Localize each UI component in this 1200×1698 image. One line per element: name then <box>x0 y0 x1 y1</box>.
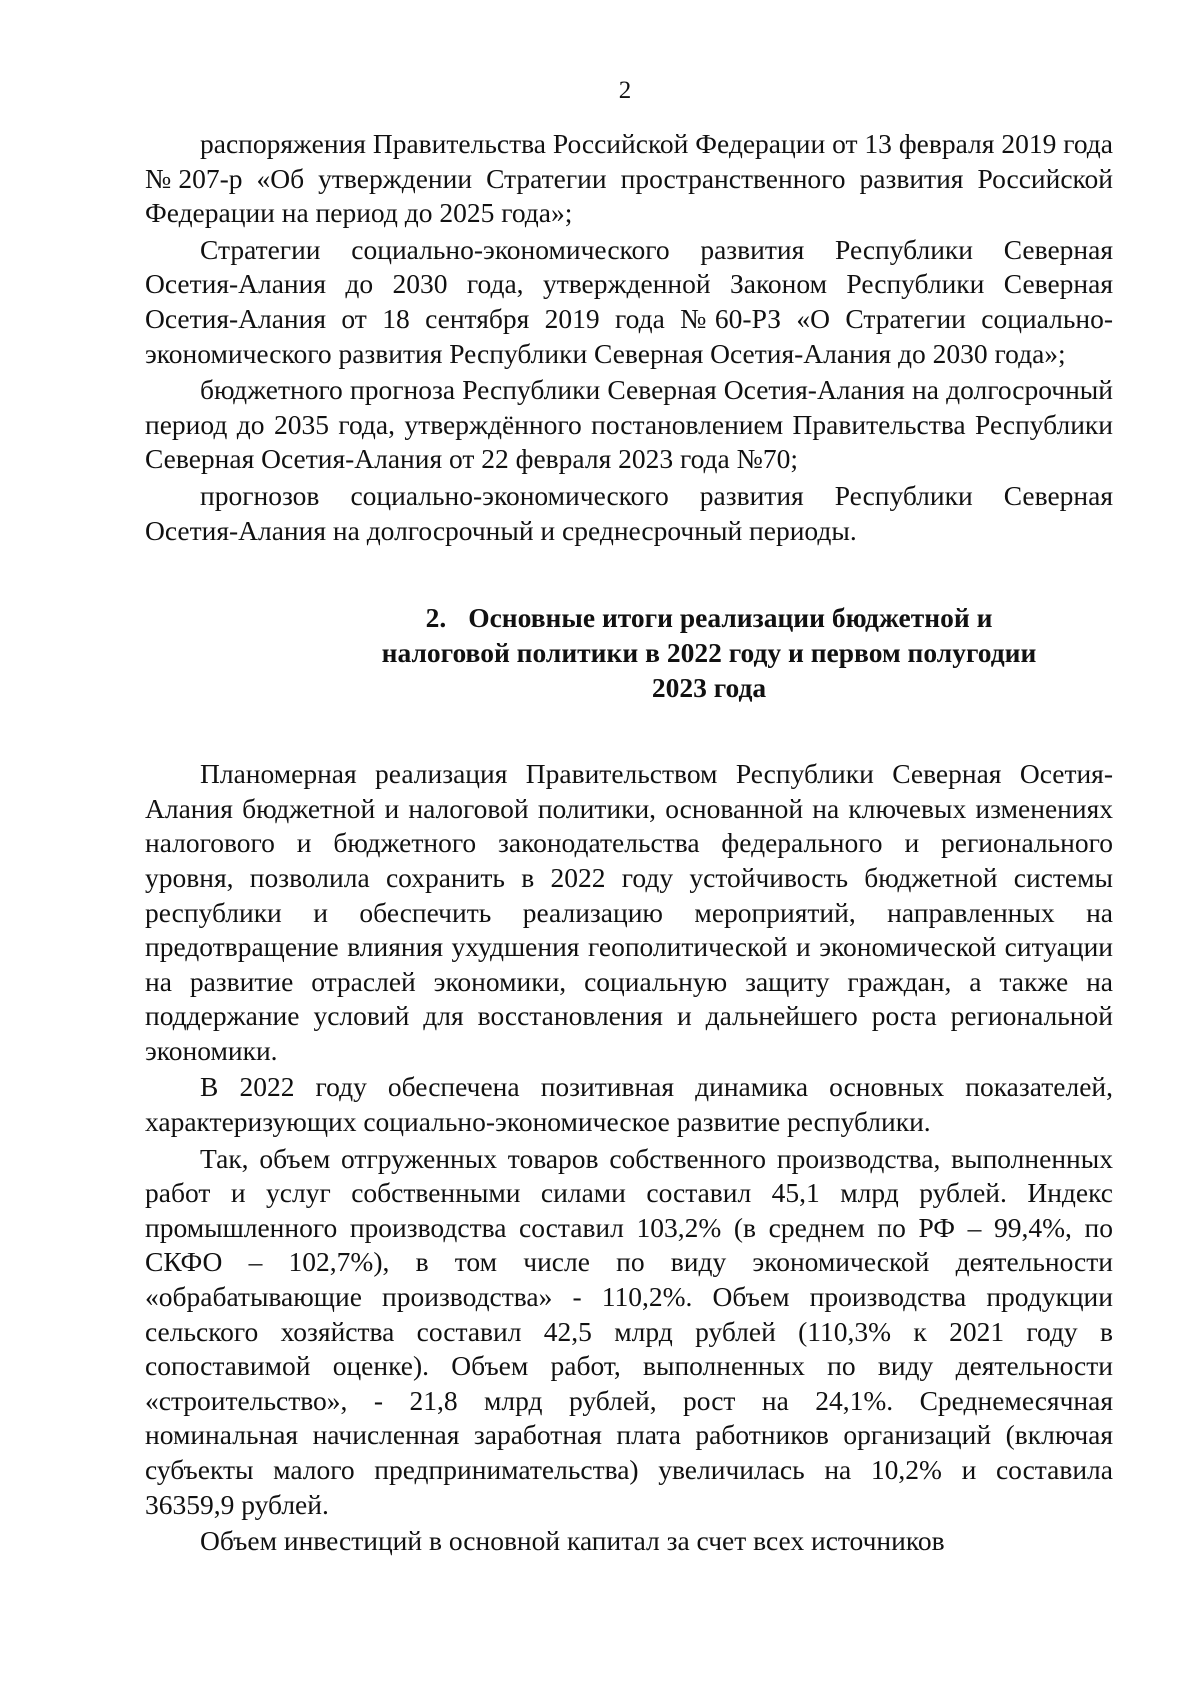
paragraph: Так, объем отгруженных товаров собственного производства, выполненных работ и услуг собственными силами составил 45,1 млрд рублей. Индекс промышленного производства составил 103,2% (в среднем по РФ – 99,4%, по СКФО – 102,7%), в том числе по виду экономической деятельности «обрабатывающие производства» - 110,2%. Объем производства продукции сельского хозяйства составил 42,5 млрд рублей (110,3% к 2021 году в сопоставимой оценке). Объем работ, выполненных по виду деятельности «строительство», - 21,8 млрд рублей, рост на 24,1%. Среднемесячная номинальная начисленная заработная плата работников организаций (включая субъекты малого предпринимательства) увеличилась на 10,2% и составила 36359,9 рублей. <box>145 1142 1113 1520</box>
section-number: 2. <box>425 602 447 634</box>
document-body <box>145 127 1113 1559</box>
paragraph: распоряжения Правительства Российской Федерации от 13 февраля 2019 года №207-р «Об утверждении Стратегии пространственного развития Российской Федерации на период до 2025 года»; <box>145 128 1113 229</box>
paragraph: Планомерная реализация Правительством Республики Северная Осетия-Алания бюджетной и налоговой политики, основанной на ключевых изменениях налогового и бюджетного законодательства федерального и регионального уровня, позволила сохранить в 2022 году устойчивость бюджетной системы республики и обеспечить реализацию мероприятий, направленных на предотвращение влияния ухудшения геополитической и экономической ситуации на развитие отраслей экономики, социальную защиту граждан, а также на поддержание условий для восстановления и дальнейшего роста региональной экономики. <box>145 758 1113 1066</box>
paragraph: бюджетного прогноза Республики Северная Осетия-Алания на долгосрочный период до 2035 года, утверждённого постановлением Правительства Республики Северная Осетия-Алания от 22 февраля 2023 года №70; <box>145 374 1113 475</box>
paragraph: В 2022 году обеспечена позитивная динамика основных показателей, характеризующих социально-экономическое развитие республики. <box>145 1071 1113 1138</box>
section-heading <box>145 600 1113 705</box>
paragraph: прогнозов социально-экономического развития Республики Северная Осетия-Алания на долгосрочный и среднесрочный периоды. <box>145 479 1113 546</box>
section-title: Основные итоги реализации бюджетной и налоговой политики в 2022 году и первом полугодии 2023 года <box>381 602 1037 704</box>
page-number: 2 <box>618 77 632 104</box>
paragraph: Стратегии социально-экономического развития Республики Северная Осетия-Алания до 2030 года, утвержденной Законом Республики Северная Осетия-Алания от 18 сентября 2019 года №60-РЗ «О Стратегии социально-экономического развития Республики Северная Осетия-Алания до 2030 года»; <box>145 233 1113 369</box>
paragraph: Объем инвестиций в основной капитал за счет всех источников <box>200 1525 945 1557</box>
